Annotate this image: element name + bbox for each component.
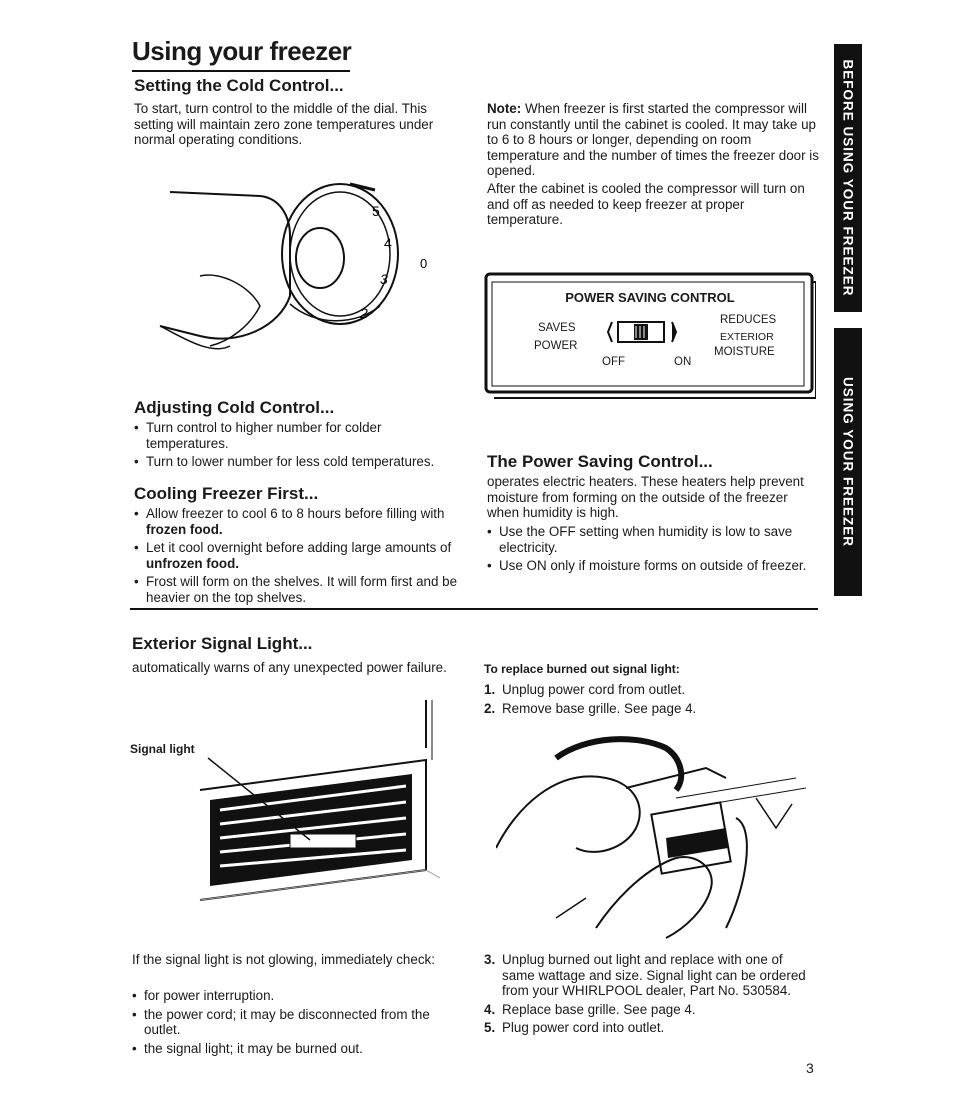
signal-body: automatically warns of any unexpected power failure.	[132, 660, 447, 675]
replace-steps-top	[484, 682, 818, 719]
side-tab-using	[834, 328, 862, 596]
side-tab-before-using	[834, 44, 862, 312]
adjusting-list	[134, 420, 466, 473]
step-item	[484, 952, 818, 999]
step-text: Unplug burned out light and replace with one of same wattage and size. Signal light can be ordered from your WHIRLPOOL dealer, Part No. 530584.	[502, 952, 806, 999]
section-heading-setting: Setting the Cold Control...	[134, 76, 344, 95]
left-arrow-icon	[608, 322, 612, 342]
note-paragraph	[487, 101, 819, 179]
power-saving-list	[487, 524, 819, 577]
list-item: • Turn control to higher number for colder temperatures.	[134, 420, 466, 451]
step-item	[484, 701, 818, 717]
panel-label-saves: SAVES	[538, 322, 576, 334]
section-heading-power-saving: The Power Saving Control...	[487, 452, 713, 471]
side-tab-label: BEFORE USING YOUR FREEZER	[840, 59, 856, 297]
step-item	[484, 682, 818, 698]
note-label: Note:	[487, 101, 522, 116]
step-text: Plug power cord into outlet.	[502, 1020, 665, 1036]
panel-label-power: POWER	[534, 340, 578, 352]
title-underline	[132, 70, 350, 72]
step-number: 2.	[484, 700, 496, 716]
dial-number: 2	[360, 305, 368, 321]
panel-label-reduces: REDUCES	[720, 314, 777, 326]
panel-label-moisture: MOISTURE	[714, 346, 775, 358]
power-saving-control-panel	[484, 272, 816, 402]
cooling-list	[134, 506, 466, 609]
power-saving-body: operates electric heaters. These heaters help prevent moisture from forming on the outside of the freezer when humidity is high.	[487, 474, 804, 521]
signal-light-label: Signal light	[130, 742, 195, 756]
list-item	[134, 540, 466, 571]
section-divider	[130, 608, 818, 610]
panel-title: POWER SAVING CONTROL	[565, 290, 735, 305]
section-heading-cooling: Cooling Freezer First...	[134, 484, 319, 503]
setting-body: To start, turn control to the middle of the dial. This setting will maintain zero zone temperatures under normal operating conditions.	[134, 101, 434, 148]
page-number: 3	[806, 1060, 814, 1076]
dial-number: 0	[420, 256, 428, 271]
signal-check-intro: If the signal light is not glowing, immediately check:	[132, 952, 435, 967]
step-text: Unplug power cord from outlet.	[502, 682, 686, 697]
list-item: • Turn to lower number for less cold temperatures.	[134, 454, 466, 470]
dial-number: 5	[372, 203, 380, 219]
panel-label-exterior: EXTERIOR	[720, 331, 774, 343]
list-item: • Use the OFF setting when humidity is low to save electricity.	[487, 524, 819, 555]
list-item-bold: unfrozen food.	[146, 555, 239, 571]
replace-light-hands-illustration	[496, 728, 806, 943]
right-arrow-icon	[672, 322, 676, 342]
list-item-bold: frozen food.	[146, 521, 223, 537]
dial-number: 3	[380, 271, 388, 287]
side-tab-label: USING YOUR FREEZER	[840, 376, 856, 548]
replace-steps-bottom	[484, 952, 818, 1039]
step-number: 1.	[484, 682, 496, 697]
replace-heading: To replace burned out signal light:	[484, 662, 680, 676]
step-text: Replace base grille. See page 4.	[502, 1001, 696, 1017]
page-title: Using your freezer	[132, 36, 352, 66]
list-item: • Frost will form on the shelves. It will form first and be heavier on the top shelves.	[134, 574, 466, 605]
list-item-text: Allow freezer to cool 6 to 8 hours before filling with	[146, 506, 445, 521]
note-body: When freezer is first started the compressor will run constantly until the cabinet is cooled. It may take up to 6 to 8 hours or longer, depending on room temperature and the number of times the freezer door is opened.	[487, 101, 819, 179]
step-text: Remove base grille. See page 4.	[502, 700, 697, 716]
list-item: • for power interruption.	[132, 988, 466, 1004]
list-item-text: Let it cool overnight before adding large amounts of	[146, 540, 452, 556]
list-item	[134, 506, 466, 537]
step-number: 5.	[484, 1020, 496, 1036]
step-number: 3.	[484, 952, 496, 967]
cold-control-dial-illustration	[140, 176, 450, 366]
note-paragraph-2: After the cabinet is cooled the compressor will turn on and off as needed to keep freezer at proper temperature.	[487, 181, 805, 228]
dial-number: 4	[384, 235, 392, 251]
section-heading-signal: Exterior Signal Light...	[132, 634, 313, 653]
step-number: 4.	[484, 1001, 496, 1017]
list-item: • Use ON only if moisture forms on outside of freezer.	[487, 558, 819, 574]
signal-light-illustration	[180, 700, 450, 930]
section-heading-adjusting: Adjusting Cold Control...	[134, 398, 335, 417]
panel-label-off: OFF	[602, 356, 625, 368]
list-item: • the power cord; it may be disconnected from the outlet.	[132, 1007, 466, 1038]
panel-label-on: ON	[674, 356, 692, 368]
list-item: • the signal light; it may be burned out.	[132, 1041, 466, 1057]
step-item	[484, 1020, 818, 1036]
signal-check-list	[132, 988, 466, 1059]
step-item	[484, 1002, 818, 1018]
